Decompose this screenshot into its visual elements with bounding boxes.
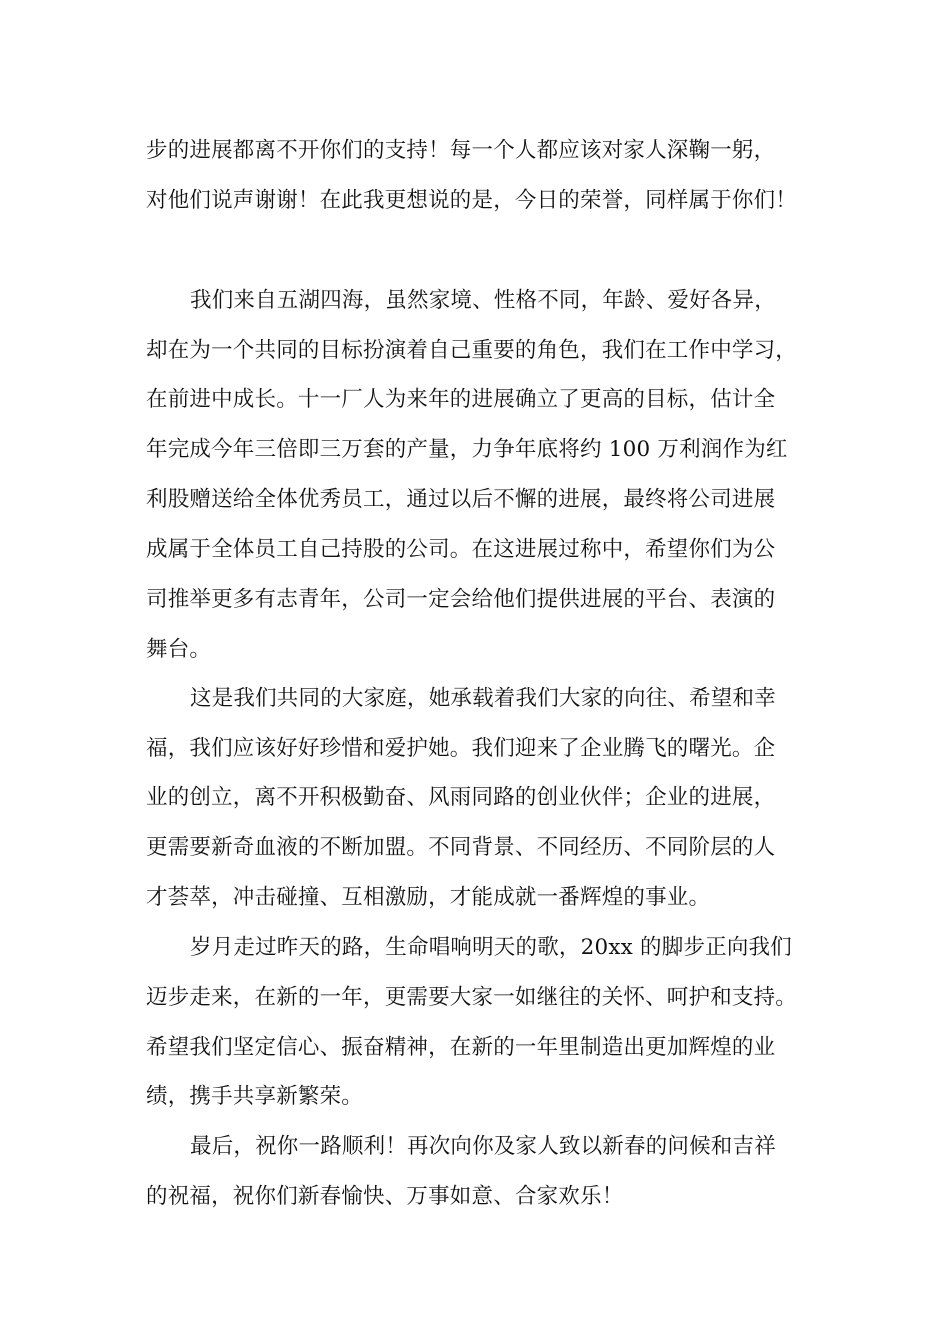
text-line: 迈步走来，在新的一年，更需要大家一如继往的关怀、呵护和支持。 xyxy=(146,985,798,1010)
text-line: 步的进展都离不开你们的支持！每一个人都应该对家人深鞠一躬， xyxy=(146,138,776,163)
text-line: 年完成今年三倍即三万套的产量，力争年底将约 100 万利润作为红 xyxy=(146,437,788,462)
text-line: 岁月走过昨天的路，生命唱响明天的歌，20xx 的脚步正向我们 xyxy=(190,935,792,960)
text-line: 更需要新奇血液的不断加盟。不同背景、不同经历、不同阶层的人 xyxy=(146,835,776,860)
text-line: 绩，携手共享新繁荣。 xyxy=(146,1084,364,1109)
text-line: 却在为一个共同的目标扮演着自己重要的角色，我们在工作中学习， xyxy=(146,338,798,363)
text-line: 这是我们共同的大家庭，她承载着我们大家的向往、希望和幸 xyxy=(190,686,776,711)
text-line: 福，我们应该好好珍惜和爱护她。我们迎来了企业腾飞的曙光。企 xyxy=(146,736,776,761)
text-line: 在前进中成长。十一厂人为来年的进展确立了更高的目标，估计全 xyxy=(146,387,776,412)
text-line: 才荟萃，冲击碰撞、互相激励，才能成就一番辉煌的事业。 xyxy=(146,885,711,910)
text-line: 我们来自五湖四海，虽然家境、性格不同，年龄、爱好各异， xyxy=(190,288,776,313)
text-line: 利股赠送给全体优秀员工，通过以后不懈的进展，最终将公司进展 xyxy=(146,487,776,512)
text-line: 舞台。 xyxy=(146,637,212,662)
text-line: 对他们说声谢谢！在此我更想说的是，今日的荣誉，同样属于你们！ xyxy=(146,188,798,213)
text-line: 的祝福，祝你们新春愉快、万事如意、合家欢乐！ xyxy=(146,1184,624,1209)
text-line: 成属于全体员工自己持股的公司。在这进展过称中，希望你们为公 xyxy=(146,537,776,562)
text-line: 司推举更多有志青年，公司一定会给他们提供进展的平台、表演的 xyxy=(146,587,776,612)
text-line: 业的创立，离不开积极勤奋、风雨同路的创业伙伴；企业的进展， xyxy=(146,785,776,810)
text-line: 最后，祝你一路顺利！再次向你及家人致以新春的问候和吉祥 xyxy=(190,1134,776,1159)
text-line: 希望我们坚定信心、振奋精神，在新的一年里制造出更加辉煌的业 xyxy=(146,1035,776,1060)
